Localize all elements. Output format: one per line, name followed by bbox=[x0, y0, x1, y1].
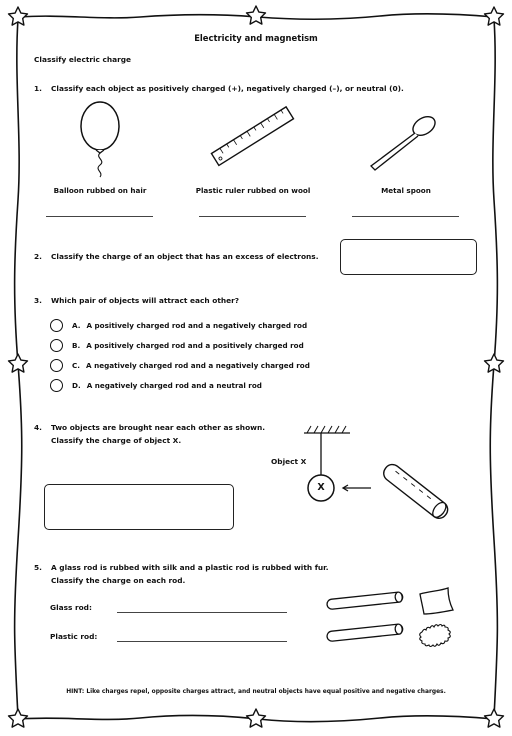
plastic-rod-label: Plastic rod: bbox=[50, 632, 98, 641]
page-subtitle: Classify electric charge bbox=[34, 55, 132, 64]
answer-line-balloon[interactable] bbox=[46, 216, 153, 217]
q2-answer-box[interactable] bbox=[340, 239, 477, 275]
q4-line2: Classify the charge of object X. bbox=[51, 436, 182, 445]
ruler-icon bbox=[205, 104, 301, 170]
q3-option-b[interactable] bbox=[50, 338, 304, 352]
option-text: A negatively charged rod and a negatively charged rod bbox=[86, 360, 310, 370]
option-letter: D. bbox=[72, 380, 81, 390]
q4-line1: Two objects are brought near each other as shown. bbox=[51, 423, 266, 432]
hint-text: HINT: Like charges repel, opposite charges attract, and neutral objects have equal positive and negative charges. bbox=[66, 689, 446, 695]
plastic-rod-icon bbox=[327, 624, 404, 642]
star-icon bbox=[247, 6, 266, 24]
balloon-icon bbox=[70, 100, 130, 178]
glass-rod-label: Glass rod: bbox=[50, 603, 92, 612]
option-text: A positively charged rod and a negatively charged rod bbox=[86, 320, 308, 330]
q3-text: Which pair of objects will attract each other? bbox=[51, 296, 240, 305]
q3-number: 3. bbox=[34, 296, 42, 305]
object-x-letter: X bbox=[317, 482, 325, 493]
support-hatching bbox=[307, 426, 346, 433]
q5-line1: A glass rod is rubbed with silk and a plastic rod is rubbed with fur. bbox=[51, 563, 329, 572]
answer-line-ruler[interactable] bbox=[199, 216, 306, 217]
q4-number: 4. bbox=[34, 423, 42, 432]
fur-cloth-icon bbox=[420, 625, 451, 647]
star-icon bbox=[9, 709, 28, 727]
q3-option-a[interactable] bbox=[50, 318, 307, 332]
option-letter: B. bbox=[72, 340, 81, 350]
q3-option-c[interactable] bbox=[50, 358, 310, 372]
q5-number: 5. bbox=[34, 563, 42, 572]
rods-illustration bbox=[322, 582, 472, 652]
q1-number: 1. bbox=[34, 84, 42, 93]
option-text: A negatively charged rod and a neutral rod bbox=[86, 380, 262, 390]
star-icon bbox=[485, 7, 504, 25]
radio-circle[interactable] bbox=[50, 339, 63, 352]
star-icon bbox=[247, 709, 266, 727]
q1-text: Classify each object as positively charged (+), negatively charged (–), or neutral (0). bbox=[51, 84, 404, 93]
pendulum-diagram bbox=[296, 420, 466, 535]
glass-rod-icon bbox=[327, 592, 404, 610]
q4-answer-box[interactable] bbox=[44, 484, 234, 530]
q1-item-ruler: Plastic ruler rubbed on wool bbox=[195, 186, 311, 195]
q1-item-spoon: Metal spoon bbox=[381, 186, 431, 195]
q3-option-d[interactable] bbox=[50, 378, 262, 392]
radio-circle[interactable] bbox=[50, 319, 63, 332]
plastic-rod-answer-line[interactable] bbox=[117, 641, 287, 642]
page-title: Electricity and magnetism bbox=[194, 33, 318, 43]
star-icon bbox=[9, 7, 28, 25]
star-icon bbox=[9, 354, 28, 372]
glass-rod-answer-line[interactable] bbox=[117, 612, 287, 613]
radio-circle[interactable] bbox=[50, 379, 63, 392]
option-letter: A. bbox=[72, 320, 81, 330]
spoon-icon bbox=[366, 108, 446, 174]
star-icon bbox=[485, 354, 504, 372]
q1-item-balloon: Balloon rubbed on hair bbox=[53, 186, 147, 195]
q5-line2: Classify the charge on each rod. bbox=[51, 576, 186, 585]
q2-number: 2. bbox=[34, 252, 42, 261]
object-x-label: Object X bbox=[271, 457, 307, 466]
star-icon bbox=[485, 709, 504, 727]
charged-rod bbox=[381, 461, 451, 521]
q2-text: Classify the charge of an object that has an excess of electrons. bbox=[51, 252, 319, 261]
silk-cloth-icon bbox=[420, 588, 453, 614]
option-letter: C. bbox=[72, 360, 81, 370]
radio-circle[interactable] bbox=[50, 359, 63, 372]
option-text: A positively charged rod and a positively charged rod bbox=[86, 340, 304, 350]
answer-line-spoon[interactable] bbox=[352, 216, 459, 217]
